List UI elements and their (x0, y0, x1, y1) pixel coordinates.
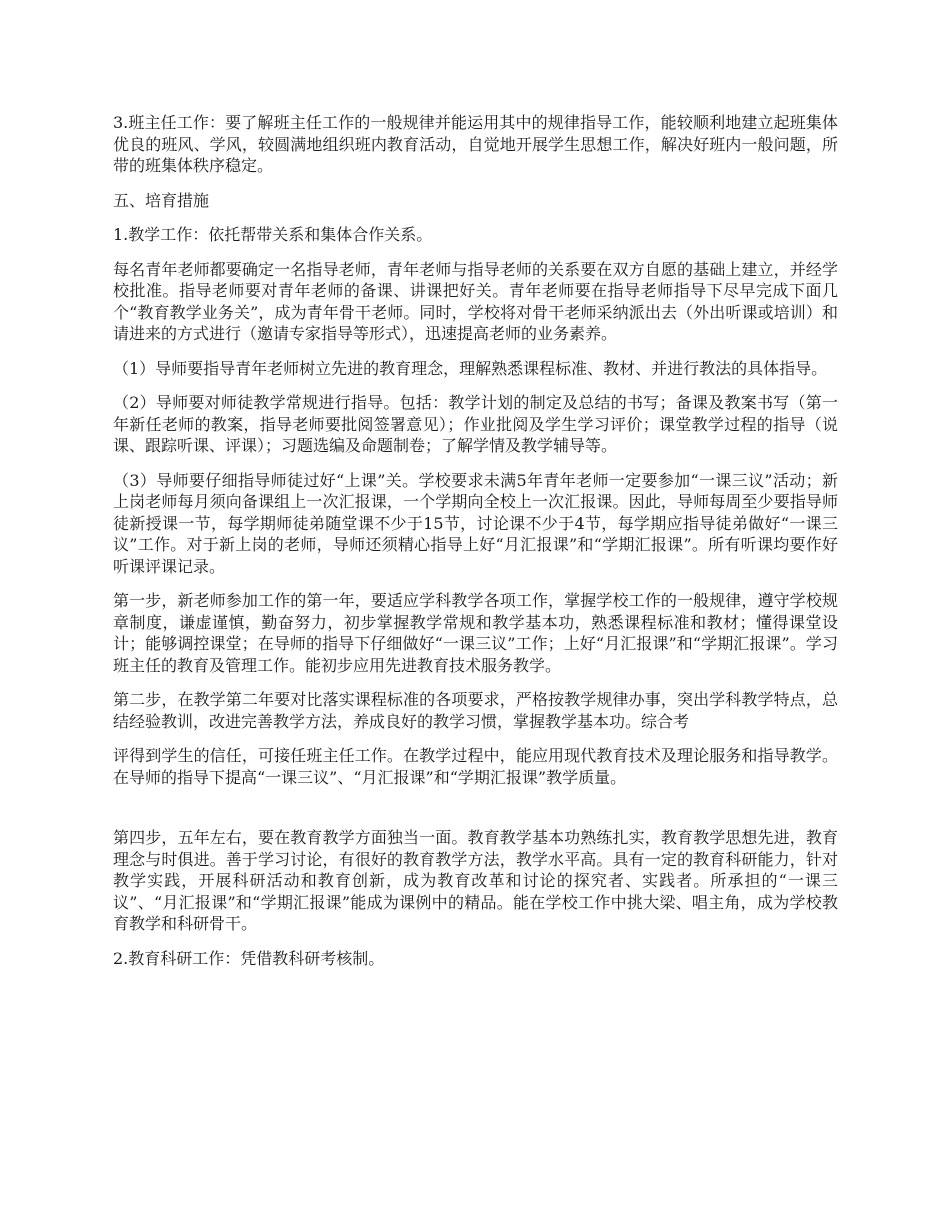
paragraph-step-2: 第二步，在教学第二年要对比落实课程标准的各项要求，严格按教学规律办事，突出学科教学特点，总结经验教训，改进完善教学方法，养成良好的教学习惯，掌握教学基本功。综合考 (113, 690, 838, 731)
paragraph-class-teacher-work: 3.班主任工作：要了解班主任工作的一般规律并能运用其中的规律指导工作，能较顺利地建立起班集体优良的班风、学风，较圆满地组织班内教育活动，自觉地开展学生思想工作，解决好班内一般问题，所带的班集体秩序稳定。 (113, 113, 838, 175)
paragraph-mentor-assignment: 每名青年老师都要确定一名指导老师，青年老师与指导老师的关系要在双方自愿的基础上建立，并经学校批准。指导老师要对青年老师的备课、讲课把好关。青年老师要在指导老师指导下尽早完成下面几个“教育教学业务关”，成为青年骨干老师。同时，学校将对骨干老师采纳派出去（外出听课或培训）和请进来的方式进行（邀请专家指导等形式），迅速提高老师的业务素养。 (113, 259, 838, 343)
paragraph-step-2-continued: 评得到学生的信任，可接任班主任工作。在教学过程中，能应用现代教育技术及理论服务和指导教学。在导师的指导下提高“一课三议”、“月汇报课”和“学期汇报课”教学质量。 (113, 746, 838, 787)
section-heading-measures: 五、培育措施 (113, 190, 210, 210)
blank-gap (113, 801, 838, 827)
paragraph-research-work: 2.教育科研工作：凭借教科研考核制。 (113, 948, 385, 968)
document-page (113, 112, 838, 982)
paragraph-item-2: （2）导师要对师徒教学常规进行指导。包括：教学计划的制定及总结的书写；备课及教案书写（第一年新任老师的教案，指导老师要批阅签署意见）；作业批阅及学生学习评价；课堂教学过程的指导（说课、跟踪听课、评课）；习题选编及命题制卷；了解学情及教学辅导等。 (113, 393, 838, 455)
paragraph-item-1: （1）导师要指导青年老师树立先进的教育理念，理解熟悉课程标准、教材、并进行教法的具体指导。 (113, 358, 828, 378)
paragraph-step-4: 第四步，五年左右，要在教育教学方面独当一面。教育教学基本功熟练扎实，教育教学思想先进，教育理念与时俱进。善于学习讨论，有很好的教育教学方法，教学水平高。具有一定的教育科研能力，针对教学实践，开展科研活动和教育创新，成为教育改革和讨论的探究者、实践者。所承担的“一课三议”、“月汇报课”和“学期汇报课”能成为课例中的精品。能在学校工作中挑大梁、唱主角，成为学校教育教学和科研骨干。 (113, 828, 838, 933)
paragraph-item-3: （3）导师要仔细指导师徒过好“上课”关。学校要求未满5年青年老师一定要参加“一课三议”活动；新上岗老师每月须向备课组上一次汇报课，一个学期向全校上一次汇报课。因此，导师每周至少要指导师徒新授课一节，每学期师徒弟随堂课不少于15节，讨论课不少于4节，每学期应指导徒弟做好“一课三议”工作。对于新上岗的老师，导师还须精心指导上好“月汇报课”和“学期汇报课”。所有听课均要作好听课评课记录。 (113, 470, 838, 576)
paragraph-step-1: 第一步，新老师参加工作的第一年，要适应学科教学各项工作，掌握学校工作的一般规律，遵守学校规章制度，谦虚谨慎，勤奋努力，初步掌握教学常规和教学基本功，熟悉课程标准和教材；懂得课堂设计；能够调控课堂；在导师的指导下仔细做好“一课三议”工作；上好“月汇报课”和“学期汇报课”。学习班主任的教育及管理工作。能初步应用先进教育技术服务教学。 (113, 591, 838, 675)
paragraph-teaching-work: 1.教学工作：依托帮带关系和集体合作关系。 (113, 225, 433, 244)
